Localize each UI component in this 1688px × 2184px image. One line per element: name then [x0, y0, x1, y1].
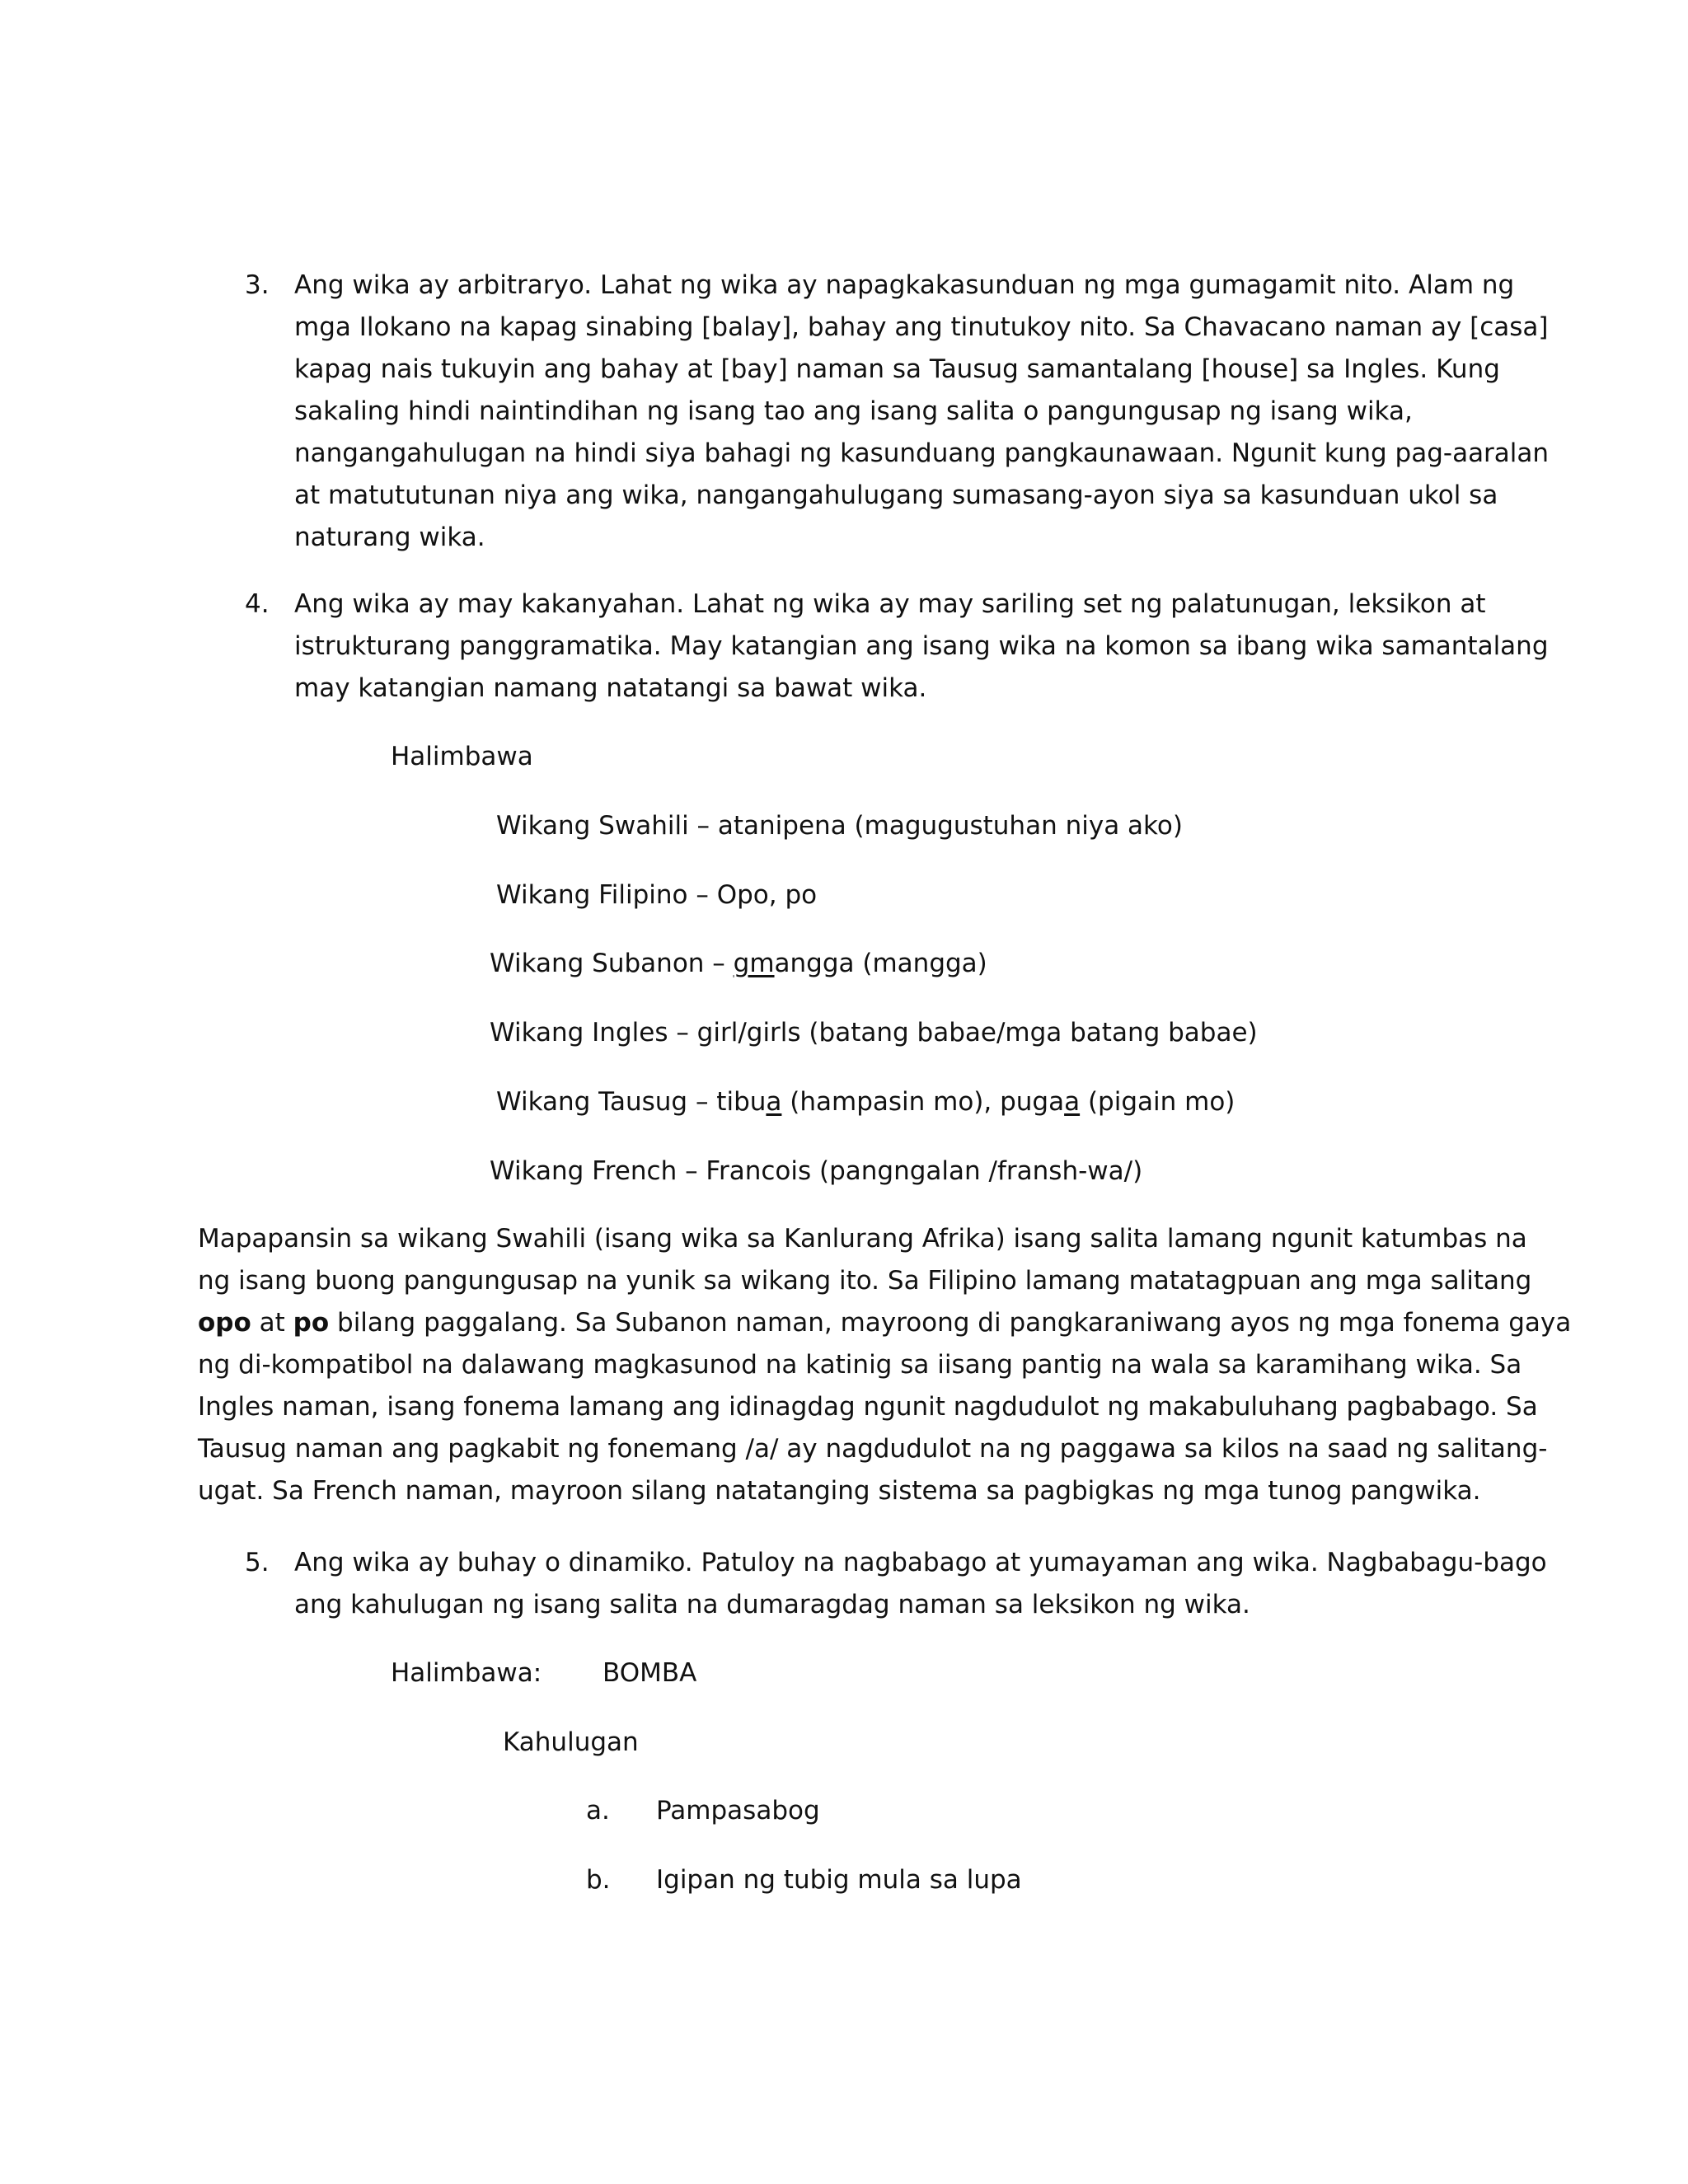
text-line: nangangahulugan na hindi siya bahagi ng kasunduang pangkaunawaan. Ngunit kung pag-aaralan	[294, 438, 1550, 468]
list-number: 3.	[245, 270, 270, 300]
underlined-text: gm	[733, 949, 775, 978]
text-line	[198, 1302, 1571, 1344]
meaning-letter: a.	[586, 1796, 610, 1825]
text-line: at matututunan niya ang wika, nangangahulugang sumasang-ayon siya sa kasunduan ukol sa	[294, 480, 1498, 510]
text-segment: bilang paggalang. Sa Subanon naman, mayroong di pangkaraniwang ayos ng mga fonema gaya	[329, 1308, 1572, 1338]
text-line: Mapapansin sa wikang Swahili (isang wika sa Kanlurang Afrika) isang salita lamang ngunit katumbas na	[198, 1224, 1527, 1254]
halimbawa-heading: Halimbawa	[391, 742, 533, 771]
underlined-text: a	[1064, 1087, 1081, 1117]
text-line: ng isang buong pangungusap na yunik sa wikang ito. Sa Filipino lamang matatagpuan ang mga salitang	[198, 1266, 1532, 1296]
list-item-text	[294, 1542, 1688, 1626]
text-line: ng di-kompatibol na dalawang magkasunod na katinig sa iisang pantig na wala sa karamihang wika. Sa	[198, 1350, 1522, 1380]
text-line: sakaling hindi naintindihan ng isang tao ang isang salita o pangungusap ng isang wika,	[294, 396, 1413, 426]
bold-term: po	[293, 1308, 330, 1338]
text-line: istrukturang panggramatika. May katangian ang isang wika na komon sa ibang wika samantalang	[294, 631, 1549, 661]
text-line: Tausug naman ang pagkabit ng fonemang /a/ ay nagdudulot na ng paggawa sa kilos na saad ng salitang-	[198, 1434, 1548, 1464]
example-ingles: Wikang Ingles – girl/girls (batang babae/mga batang babae)	[490, 1018, 1258, 1047]
halimbawa-label: Halimbawa:	[391, 1658, 542, 1688]
text-segment: Wikang Subanon –	[490, 949, 734, 978]
example-filipino: Wikang Filipino – Opo, po	[496, 880, 818, 910]
list-number: 5.	[245, 1548, 270, 1577]
list-item-text	[294, 265, 1688, 559]
underlined-text: a	[766, 1087, 782, 1117]
meaning-text: Pampasabog	[656, 1796, 820, 1825]
text-line: may katangian namang natatangi sa bawat wika.	[294, 673, 927, 703]
meaning-text: Igipan ng tubig mula sa lupa	[656, 1865, 1022, 1895]
text-line: Ang wika ay arbitraryo. Lahat ng wika ay napagkakasunduan ng mga gumagamit nito. Alam ng	[294, 270, 1515, 300]
text-line: ang kahulugan ng isang salita na dumaragdag naman sa leksikon ng wika.	[294, 1590, 1250, 1619]
example-swahili: Wikang Swahili – atanipena (magugustuhan niya ako)	[496, 811, 1183, 841]
text-line: kapag nais tukuyin ang bahay at [bay] naman sa Tausug samantalang [house] sa Ingles. Kung	[294, 354, 1500, 384]
explanation-paragraph	[198, 1218, 1571, 1512]
text-segment: Wikang Tausug – tibu	[496, 1087, 767, 1117]
meaning-letter: b.	[586, 1865, 611, 1895]
text-segment: angga (mangga)	[774, 949, 987, 978]
example-french: Wikang French – Francois (pangngalan /fransh-wa/)	[490, 1156, 1143, 1186]
text-segment: (pigain mo)	[1080, 1087, 1236, 1117]
text-line: ugat. Sa French naman, mayroon silang natatanging sistema sa pagbigkas ng mga tunog pangwika.	[198, 1476, 1481, 1506]
text-line: Ang wika ay buhay o dinamiko. Patuloy na nagbabago at yumayaman ang wika. Nagbabagu-bago	[294, 1548, 1547, 1577]
text-line: Ingles naman, isang fonema lamang ang idinagdag ngunit nagdudulot ng makabuluhang pagbabago. Sa	[198, 1392, 1538, 1422]
text-line: mga Ilokano na kapag sinabing [balay], bahay ang tinutukoy nito. Sa Chavacano naman ay [casa]	[294, 312, 1549, 342]
list-item-text	[294, 583, 1688, 710]
list-number: 4.	[245, 589, 270, 619]
bold-term: opo	[198, 1308, 251, 1338]
text-line: Ang wika ay may kakanyahan. Lahat ng wika ay may sariling set ng palatunugan, leksikon at	[294, 589, 1486, 619]
example-tausug	[496, 1081, 1235, 1123]
text-line: naturang wika.	[294, 523, 485, 552]
text-segment: (hampasin mo), puga	[781, 1087, 1065, 1117]
halimbawa-word: BOMBA	[603, 1658, 697, 1688]
example-subanon	[490, 943, 987, 985]
text-segment: at	[251, 1308, 293, 1338]
kahulugan-heading: Kahulugan	[503, 1727, 639, 1757]
